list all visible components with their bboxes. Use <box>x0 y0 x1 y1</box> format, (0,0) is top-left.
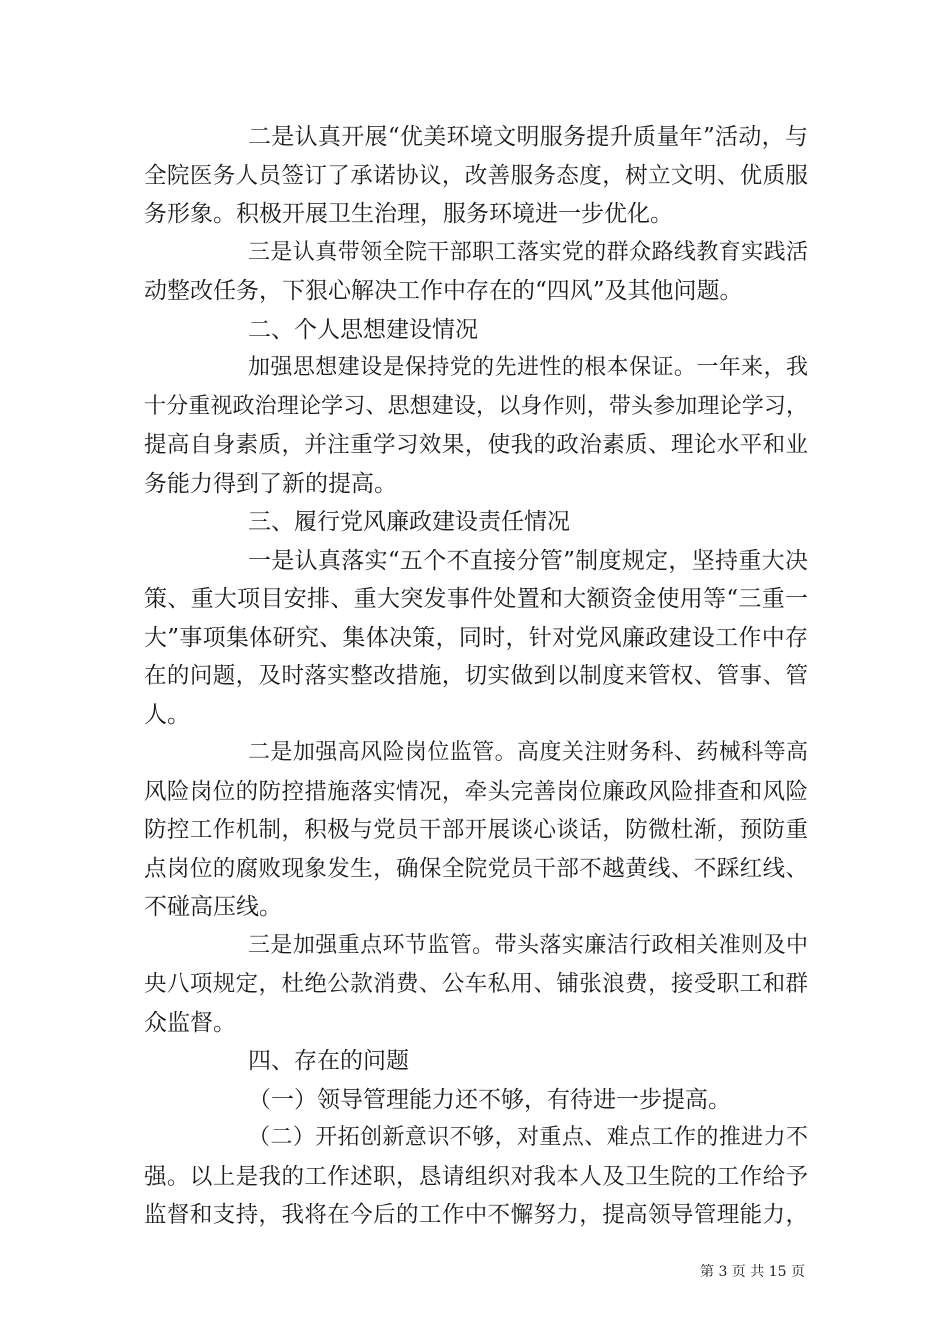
heading-text: 四、存在的问题 <box>248 1048 409 1074</box>
text-line: 人。 <box>144 701 190 728</box>
paragraph <box>144 1081 808 1120</box>
text-line: 二是加强高风险岗位监管。高度关注财务科、药械科等高 <box>248 740 808 765</box>
section-heading <box>144 503 808 542</box>
text-line: 三是认真带领全院干部职工落实党的群众路线教育实践活 <box>248 239 808 265</box>
paragraph <box>144 542 808 735</box>
text-line: 全院医务人员签订了承诺协议，改善服务态度，树立文明、优质服 <box>144 162 808 189</box>
text-line: 大”事项集体研究、集体决策，同时，针对党风廉政建设工作中存 <box>144 624 808 651</box>
paragraph <box>144 349 808 503</box>
text-line: 众监督。 <box>144 1009 236 1036</box>
text-line: 风险岗位的防控措施落实情况，牵头完善岗位廉政风险排查和风险 <box>144 778 808 805</box>
text-line: 强。以上是我的工作述职，恳请组织对我本人及卫生院的工作给予 <box>144 1163 808 1190</box>
text-line: 点岗位的腐败现象发生，确保全院党员干部不越黄线、不踩红线、 <box>144 855 808 882</box>
section-heading <box>144 1042 808 1081</box>
paragraph <box>144 1119 808 1235</box>
text-line: 央八项规定，杜绝公款消费、公车私用、铺张浪费，接受职工和群 <box>144 971 808 997</box>
text-line: 三是加强重点环节监管。带头落实廉洁行政相关准则及中 <box>248 932 808 958</box>
text-line: 一是认真落实“五个不直接分管”制度规定，坚持重大决 <box>248 547 808 574</box>
text-line: 务能力得到了新的提高。 <box>144 470 397 497</box>
text-line: （一）领导管理能力还不够，有待进一步提高。 <box>248 1086 731 1113</box>
paragraph <box>144 734 808 927</box>
paragraph <box>144 927 808 1043</box>
text-line: 策、重大项目安排、重大突发事件处置和大额资金使用等“三重一 <box>144 586 808 612</box>
page-number: 第 3 页 共 15 页 <box>700 1264 805 1280</box>
text-line: 防控工作机制，积极与党员干部开展谈心谈话，防微杜渐，预防重 <box>144 817 808 843</box>
text-line: 在的问题，及时落实整改措施，切实做到以制度来管权、管事、管 <box>144 663 808 689</box>
text-line: 务形象。积极开展卫生治理，服务环境进一步优化。 <box>144 201 673 227</box>
text-line: （二）开拓创新意识不够，对重点、难点工作的推进力不 <box>248 1125 808 1150</box>
text-line: 不碰高压线。 <box>144 894 282 920</box>
paragraph <box>144 234 808 311</box>
paragraph <box>144 118 808 234</box>
text-line: 十分重视政治理论学习、思想建设，以身作则，带头参加理论学习， <box>144 393 808 419</box>
section-heading <box>144 311 808 350</box>
text-line: 提高自身素质，并注重学习效果，使我的政治素质、理论水平和业 <box>144 432 808 458</box>
text-line: 加强思想建设是保持党的先进性的根本保证。一年来，我 <box>248 355 808 380</box>
document-body <box>144 118 808 1235</box>
text-line: 动整改任务，下狠心解决工作中存在的“四风”及其他问题。 <box>144 278 743 304</box>
text-line: 监督和支持，我将在今后的工作中不懈努力，提高领导管理能力， <box>144 1202 808 1228</box>
text-line: 二是认真开展“优美环境文明服务提升质量年”活动，与 <box>248 124 808 150</box>
heading-text: 二、个人思想建设情况 <box>248 316 478 343</box>
heading-text: 三、履行党风廉政建设责任情况 <box>248 509 570 535</box>
